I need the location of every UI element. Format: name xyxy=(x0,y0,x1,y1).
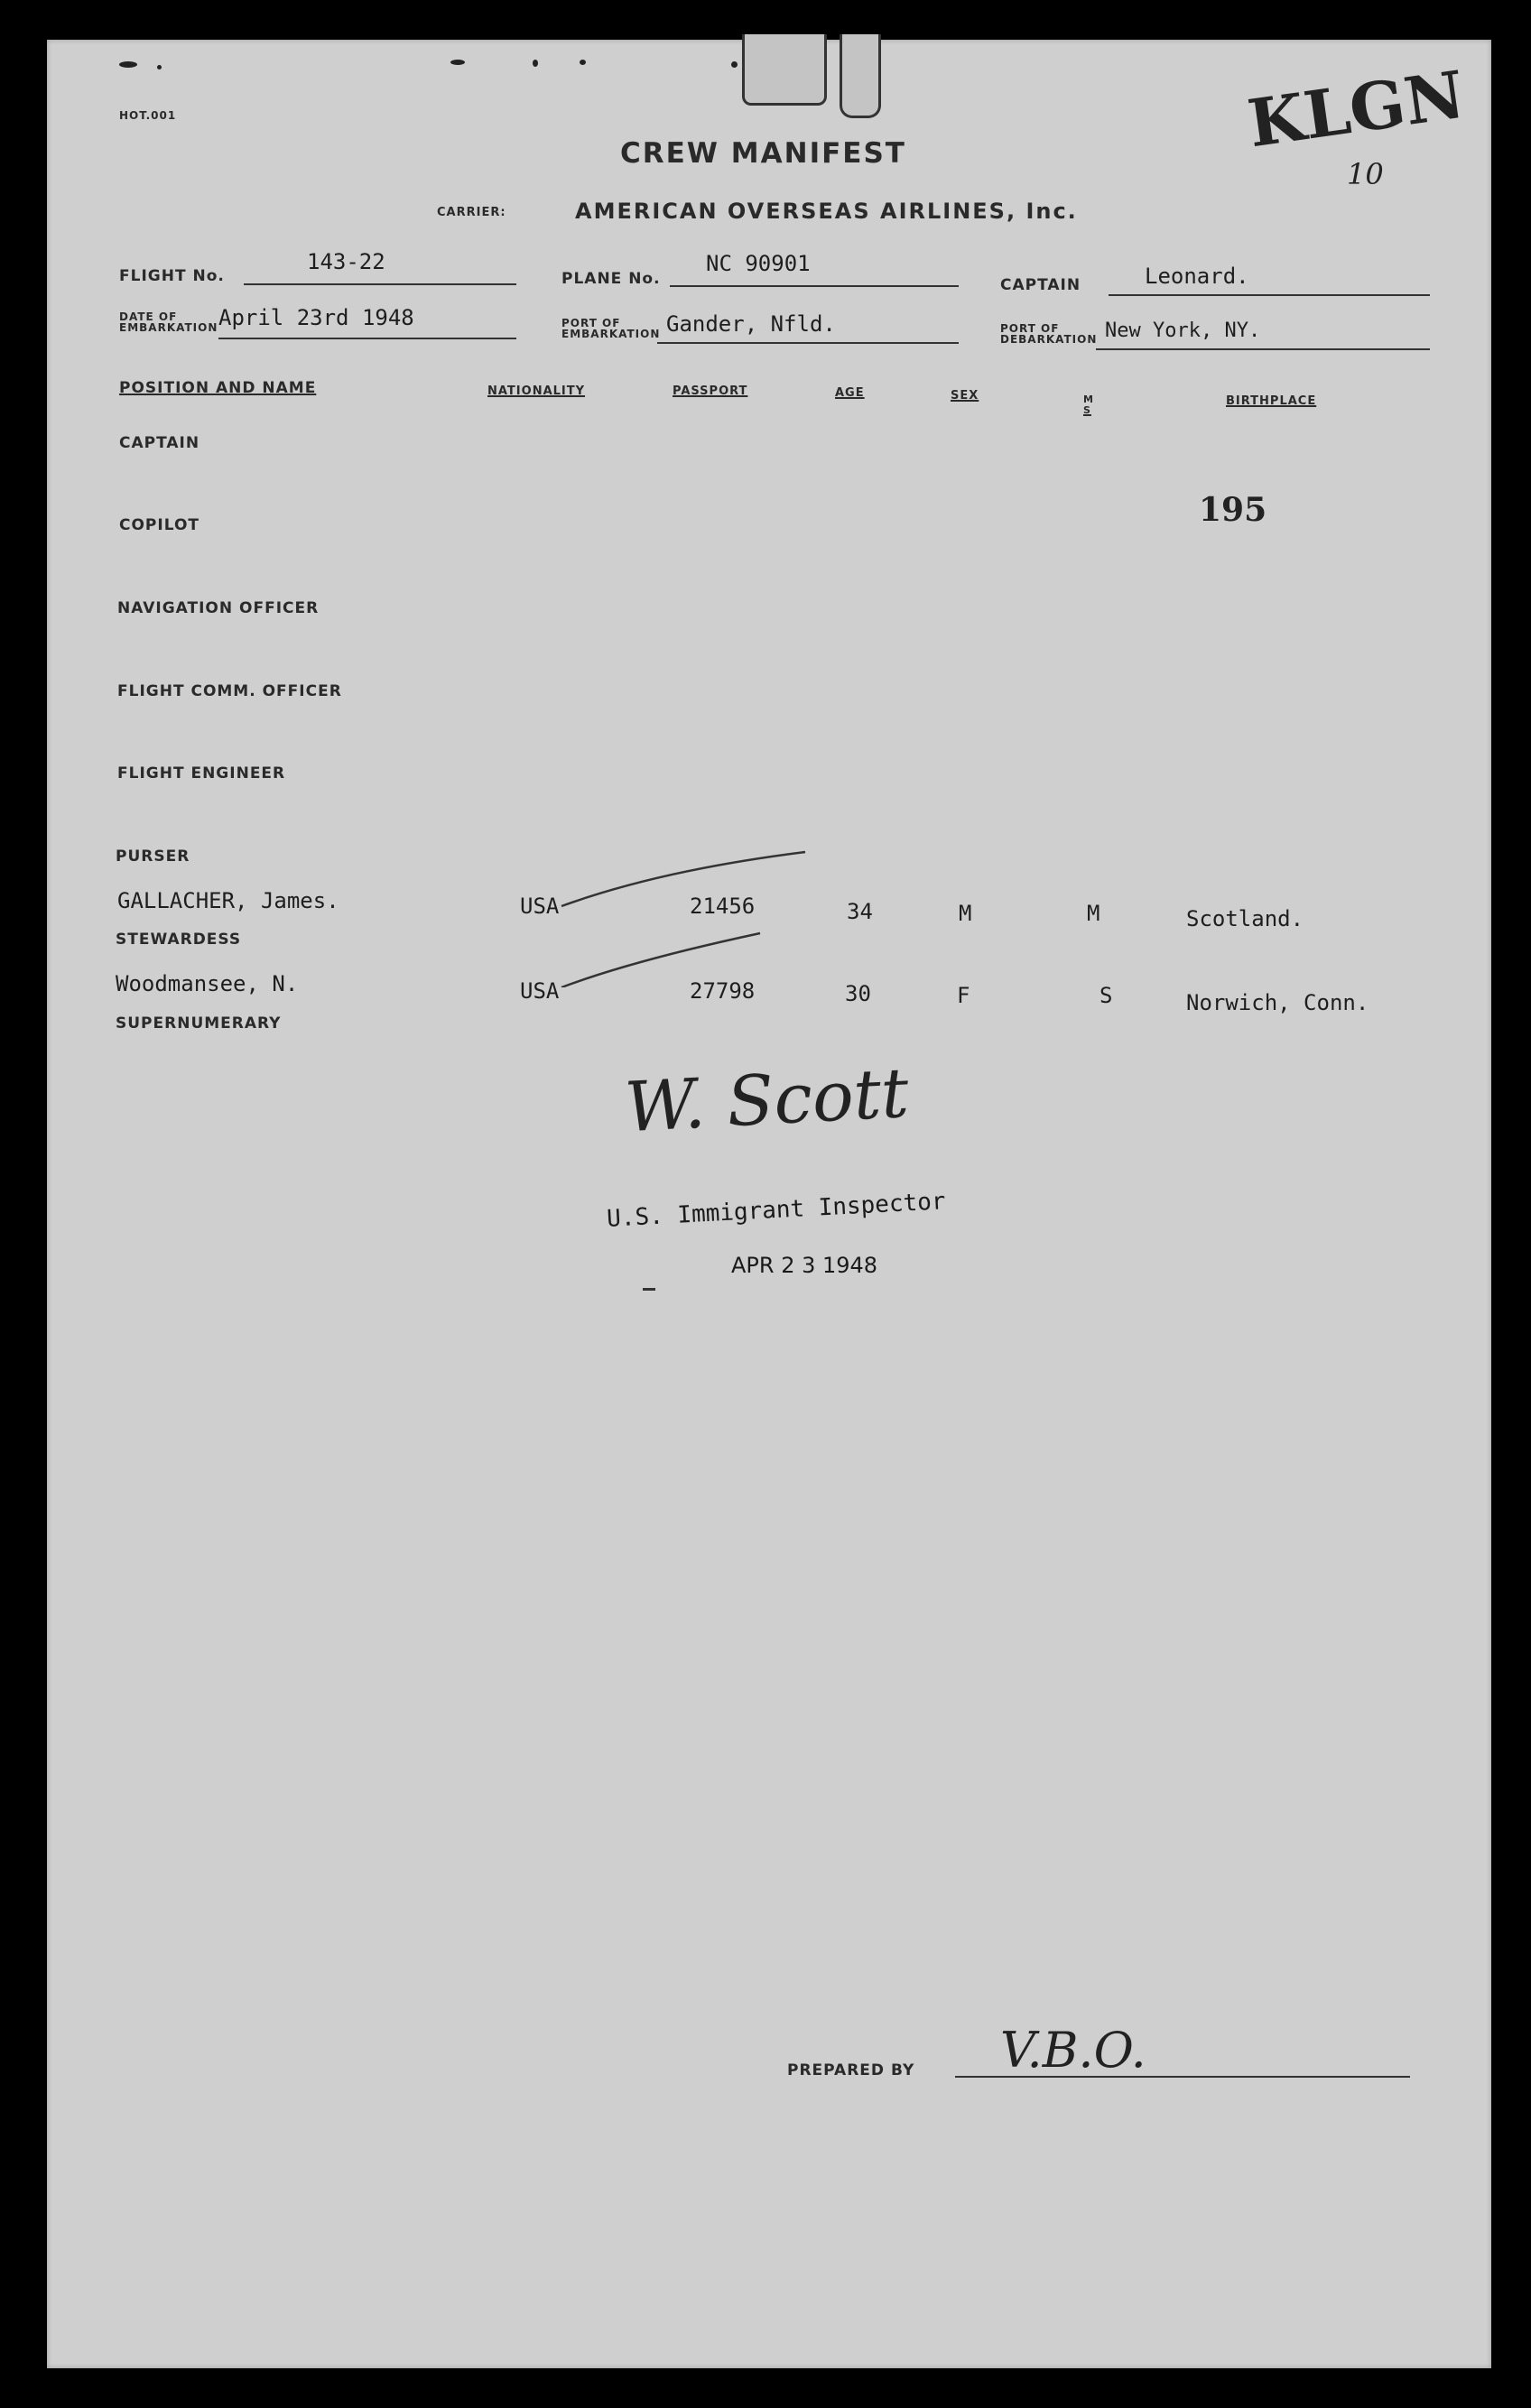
captain-field xyxy=(1109,258,1430,296)
plane-field xyxy=(670,249,959,287)
speck xyxy=(450,60,465,65)
captain-label: CAPTAIN xyxy=(1000,276,1081,294)
check-mark-2 xyxy=(561,933,760,987)
carrier-value: AMERICAN OVERSEAS AIRLINES, Inc. xyxy=(575,199,1078,224)
port-embarkation-label: PORT OF EMBARKATION xyxy=(561,317,661,340)
position-flight-comm-officer: FLIGHT COMM. OFFICER xyxy=(117,682,342,700)
date-value: April 23rd 1948 xyxy=(218,305,414,330)
handwritten-code: KLGN xyxy=(1243,55,1470,162)
prepared-by-value: V.B.O. xyxy=(1000,2022,1146,2079)
column-passport: PASSPORT xyxy=(673,384,748,398)
port-debarkation-value: New York, NY. xyxy=(1105,320,1261,342)
crew-2-marital: S xyxy=(1100,983,1113,1008)
speck xyxy=(533,60,538,67)
check-marks xyxy=(552,843,859,987)
prepared-by-label: PREPARED BY xyxy=(787,2061,915,2079)
date-field xyxy=(218,301,516,339)
flight-label: FLIGHT No. xyxy=(119,267,225,285)
crew-2-passport: 27798 xyxy=(690,978,756,1004)
captain-value: Leonard. xyxy=(1145,264,1249,289)
crew-2-nationality: USA xyxy=(520,978,560,1004)
position-copilot: COPILOT xyxy=(119,516,199,534)
port-embarkation-value: Gander, Nfld. xyxy=(666,311,836,337)
form-code: HOT.001 xyxy=(119,109,177,122)
flight-value: 143-22 xyxy=(307,249,385,274)
plane-value: NC 90901 xyxy=(706,251,811,276)
position-captain: CAPTAIN xyxy=(119,434,200,452)
speck xyxy=(157,65,162,69)
flight-field xyxy=(244,247,516,285)
position-supernumerary: SUPERNUMERARY xyxy=(116,1014,282,1033)
crew-1-passport: 21456 xyxy=(690,894,756,919)
stamp-mark xyxy=(643,1288,655,1291)
crew-1-nationality: USA xyxy=(520,894,560,919)
speck xyxy=(580,60,586,65)
crew-2-sex: F xyxy=(957,983,970,1008)
port-debarkation-label: PORT OF DEBARKATION xyxy=(1000,322,1098,346)
crew-2-age: 30 xyxy=(845,981,871,1006)
date-label: DATE OF EMBARKATION xyxy=(119,310,218,334)
crew-1-marital: M xyxy=(1087,901,1100,926)
position-stewardess: STEWARDESS xyxy=(116,931,242,949)
crew-2-name: Woodmansee, N. xyxy=(116,971,299,996)
inspector-signature: W. Scott xyxy=(622,1051,911,1148)
position-navigation-officer: NAVIGATION OFFICER xyxy=(117,599,320,617)
inspector-date: APR 2 3 1948 xyxy=(731,1253,878,1278)
column-birthplace: BIRTHPLACE xyxy=(1226,394,1317,408)
column-nationality: NATIONALITY xyxy=(487,384,586,398)
column-age: AGE xyxy=(835,386,865,400)
column-sex: SEX xyxy=(951,389,979,403)
speck xyxy=(119,61,137,68)
crew-1-birthplace: Scotland. xyxy=(1186,906,1304,931)
prepared-by-field xyxy=(955,2022,1410,2078)
check-mark-1 xyxy=(561,852,805,906)
speck xyxy=(731,61,738,68)
crew-1-sex: M xyxy=(959,901,972,926)
port-debarkation-field xyxy=(1096,312,1430,350)
page-number: 195 xyxy=(1199,491,1267,529)
port-embarkation-field xyxy=(657,306,959,344)
position-purser: PURSER xyxy=(116,847,190,866)
page-title: CREW MANIFEST xyxy=(620,137,906,170)
crew-1-age: 34 xyxy=(847,899,873,924)
plane-label: PLANE No. xyxy=(561,270,661,288)
crew-1-name: GALLACHER, James. xyxy=(117,888,339,913)
carrier-label: CARRIER: xyxy=(437,206,506,219)
handwritten-number: 10 xyxy=(1347,157,1384,191)
position-flight-engineer: FLIGHT ENGINEER xyxy=(117,764,286,783)
column-marital: M S xyxy=(1083,394,1094,416)
manifest-sheet xyxy=(47,40,1491,2368)
crew-2-birthplace: Norwich, Conn. xyxy=(1186,990,1369,1015)
inspector-title: U.S. Immigrant Inspector xyxy=(606,1188,947,1233)
column-position-name: POSITION AND NAME xyxy=(119,379,317,397)
punch-hole-mark xyxy=(742,34,827,106)
punch-hole-mark xyxy=(840,34,881,118)
